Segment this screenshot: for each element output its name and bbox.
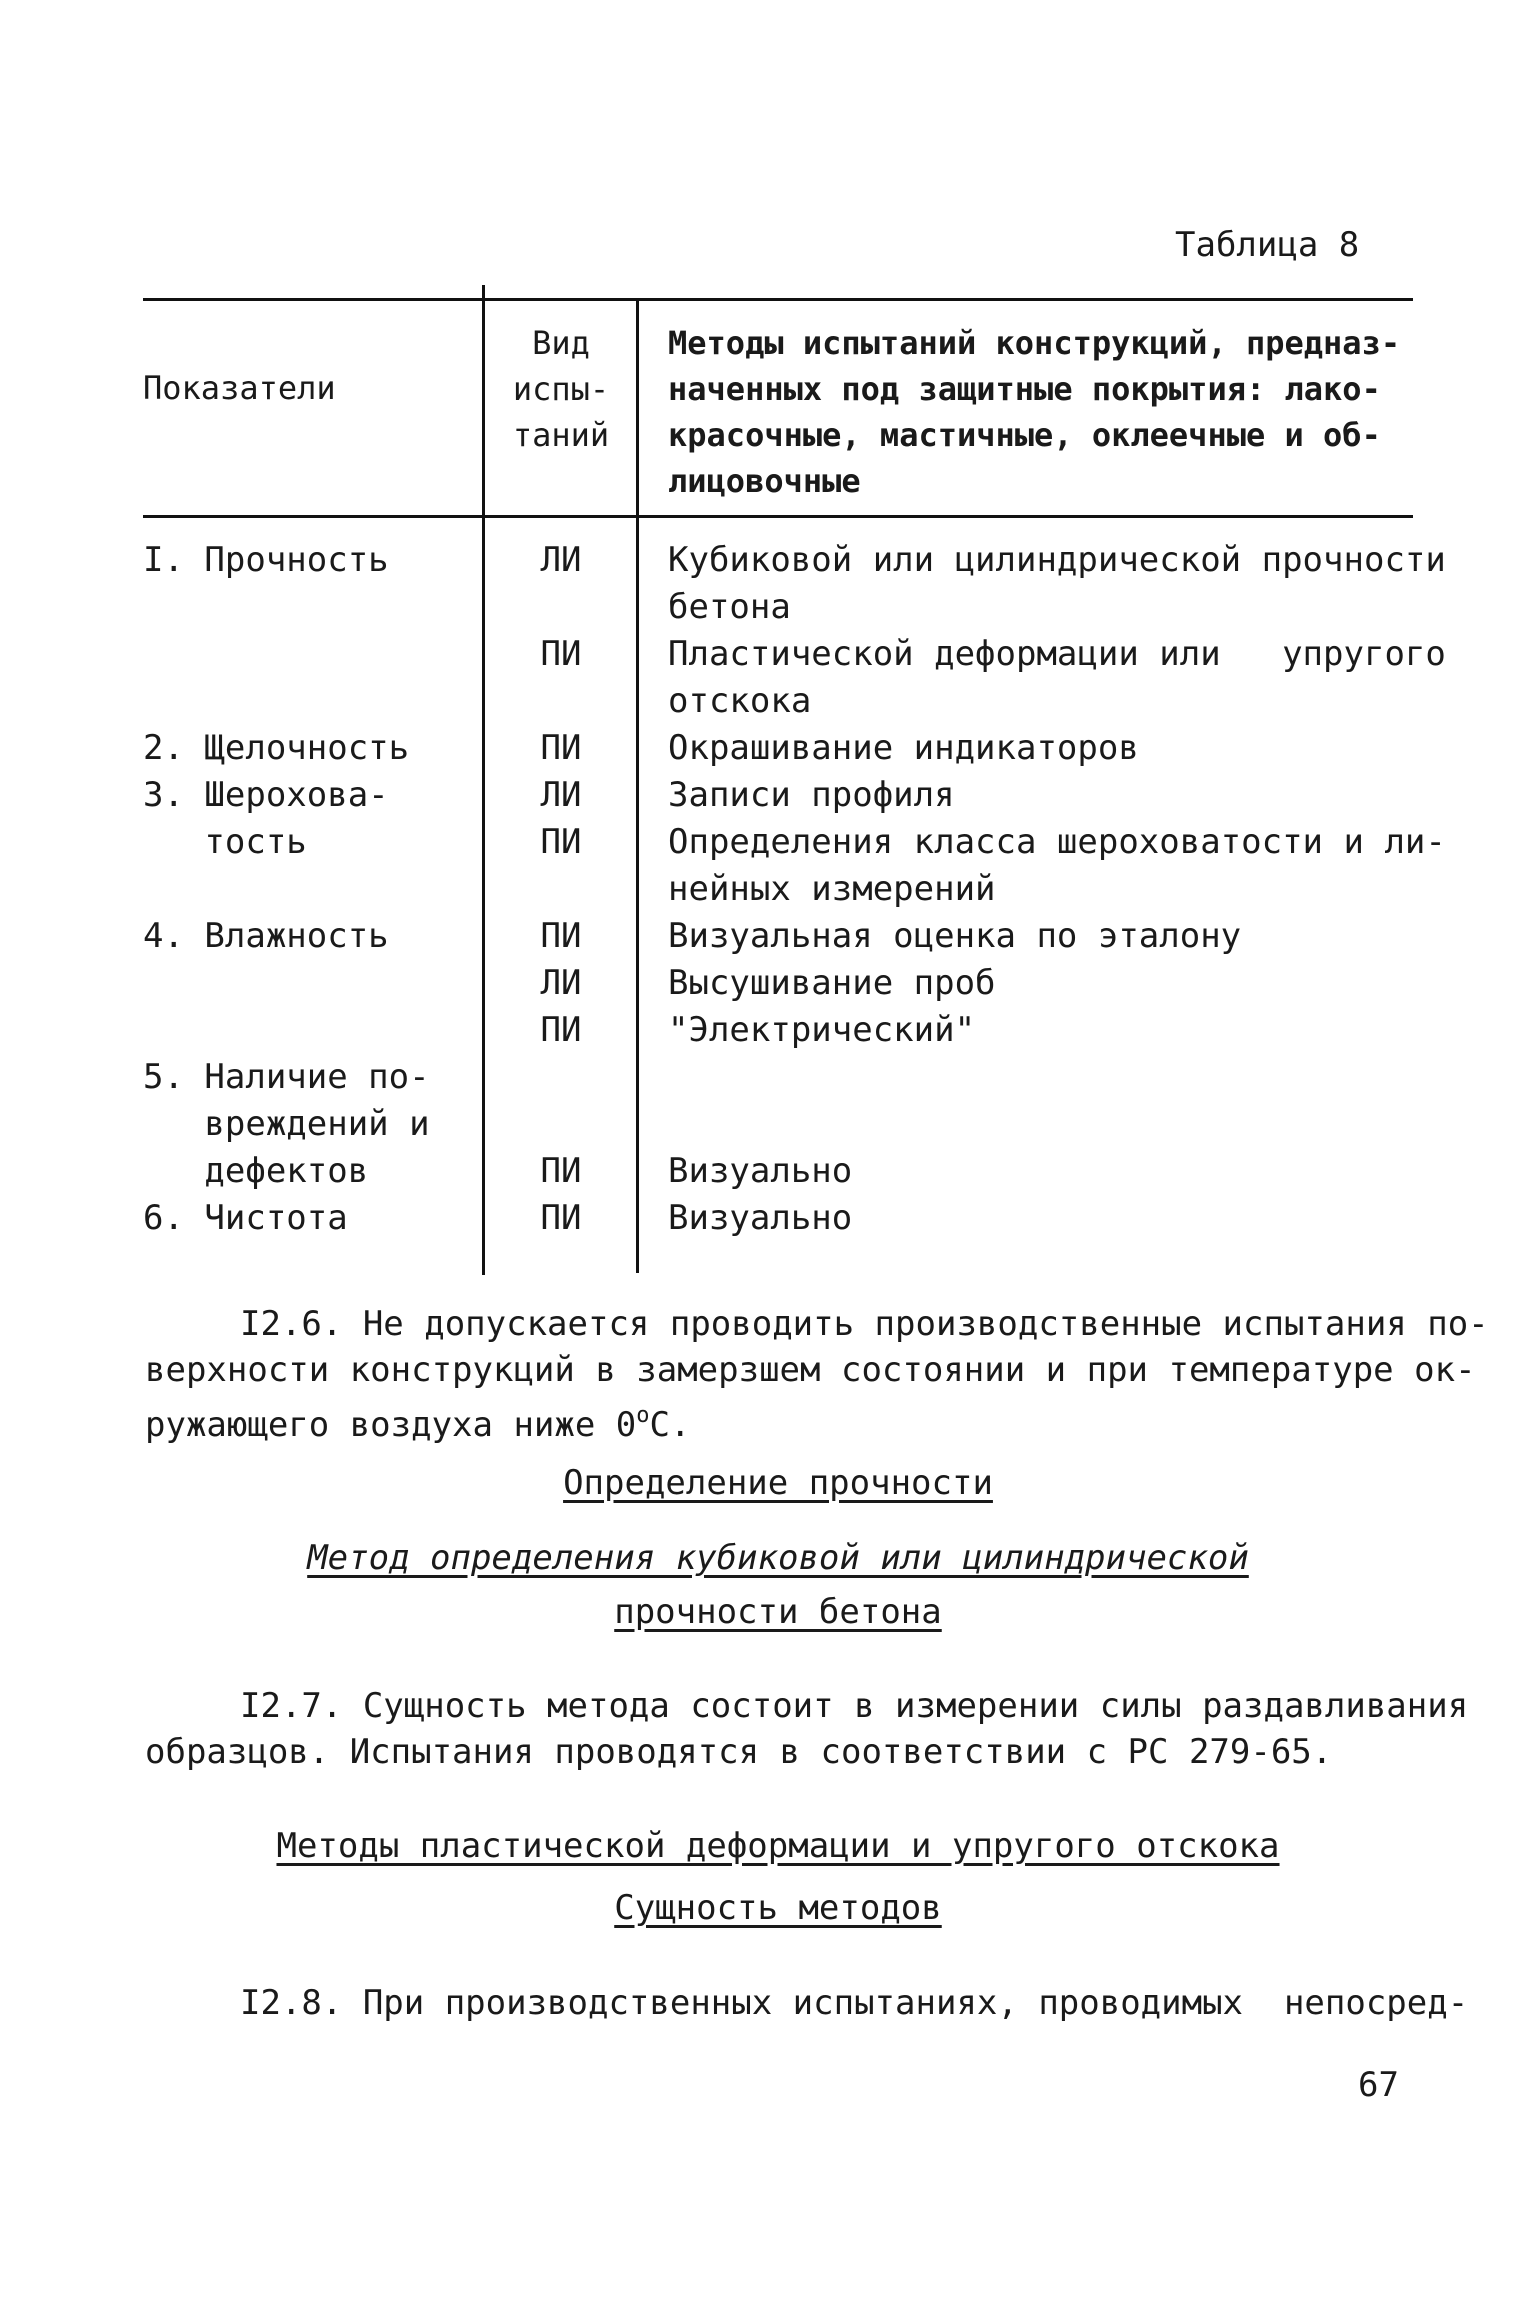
header-test-type <box>486 320 636 458</box>
table-row <box>0 1148 1536 1195</box>
section-heading-strength: Определение прочности <box>563 1463 993 1503</box>
header-test-type-line: таний <box>512 416 610 454</box>
table-top-rule <box>143 298 1413 301</box>
row-method: Кубиковой или цилиндрической прочности <box>668 540 1446 580</box>
row-indicator: дефектов <box>143 1151 369 1191</box>
table-row <box>0 631 1536 678</box>
section-heading-essence: Сущность методов <box>614 1888 942 1928</box>
paragraph-line: образцов. Испытания проводятся в соответствии с РС 279-65. <box>145 1732 1333 1772</box>
paragraph-12-7 <box>145 1683 1469 1775</box>
row-indicator: 3. Шерохова- <box>143 775 389 815</box>
paragraph-line: I2.6. Не допускается проводить производственные испытания по- <box>240 1304 1489 1344</box>
table-row <box>0 584 1536 631</box>
table-body <box>0 537 1536 1242</box>
paragraph-12-8 <box>145 1980 1469 2026</box>
degree-superscript: о <box>636 1403 650 1428</box>
table-row <box>0 866 1536 913</box>
table-row <box>0 678 1536 725</box>
paragraph-line <box>145 1393 1415 1448</box>
table-header-rule <box>143 515 1413 518</box>
row-type: ПИ <box>540 1198 582 1238</box>
table-row <box>0 819 1536 866</box>
table-row <box>0 1195 1536 1242</box>
row-type: ПИ <box>540 634 582 674</box>
row-type: ПИ <box>540 916 582 956</box>
header-test-type-line: Вид <box>532 324 590 362</box>
table-row <box>0 725 1536 772</box>
paragraph-line: I2.7. Сущность метода состоит в измерении силы раздавливания <box>240 1686 1469 1726</box>
row-method: Визуально <box>668 1151 853 1191</box>
method-subheading <box>143 1535 1413 1581</box>
row-method: "Электрический" <box>668 1010 976 1050</box>
row-method: нейных измерений <box>668 869 996 909</box>
row-method: Определения класса шероховатости и ли- <box>668 822 1446 862</box>
header-indicators: Показатели <box>143 369 336 407</box>
page-number: 67 <box>1358 2065 1399 2105</box>
row-type: ПИ <box>540 822 582 862</box>
row-method: Пластической деформации или упругого <box>668 634 1446 674</box>
header-methods-line: Методы испытаний конструкций, предназ- <box>668 324 1401 362</box>
row-method: отскока <box>668 681 812 721</box>
table-row <box>0 772 1536 819</box>
row-method: Записи профиля <box>668 775 955 815</box>
header-test-type-line: испы- <box>512 370 610 408</box>
header-methods <box>668 320 1400 504</box>
row-indicator: 6. Чистота <box>143 1198 348 1238</box>
paragraph-text: С. <box>649 1405 691 1445</box>
row-indicator: вреждений и <box>143 1104 430 1144</box>
row-type: ЛИ <box>540 775 582 815</box>
table-row <box>0 537 1536 584</box>
table-row <box>0 960 1536 1007</box>
row-indicator: 2. Щелочность <box>143 728 410 768</box>
row-type: ПИ <box>540 1010 582 1050</box>
row-type: ЛИ <box>540 540 582 580</box>
method-subheading-line: Метод определения кубиковой или цилиндрической <box>307 1538 1249 1578</box>
row-method: Визуально <box>668 1198 853 1238</box>
row-type: ПИ <box>540 728 582 768</box>
header-methods-line: лицовочные <box>668 462 861 500</box>
row-method: бетона <box>668 587 791 627</box>
table-row <box>0 1054 1536 1101</box>
row-indicator: 5. Наличие по- <box>143 1057 430 1097</box>
method-subheading-2: прочности бетона <box>614 1592 942 1632</box>
paragraph-line: I2.8. При производственных испытаниях, проводимых непосред- <box>240 1983 1469 2023</box>
section-heading-plastic: Методы пластической деформации и упругого отскока <box>276 1826 1280 1866</box>
paragraph-12-6 <box>145 1301 1489 1448</box>
table-row <box>0 913 1536 960</box>
row-indicator: I. Прочность <box>143 540 389 580</box>
row-type: ЛИ <box>540 963 582 1003</box>
table-row <box>0 1007 1536 1054</box>
paragraph-line: верхности конструкций в замерзшем состоянии и при температуре ок- <box>145 1350 1476 1390</box>
paragraph-text: ружающего воздуха ниже 0 <box>145 1405 637 1445</box>
row-type: ПИ <box>540 1151 582 1191</box>
row-method: Высушивание проб <box>668 963 996 1003</box>
row-indicator: тость <box>143 822 307 862</box>
row-method: Окрашивание индикаторов <box>668 728 1139 768</box>
header-methods-line: красочные, мастичные, оклеечные и об- <box>668 416 1381 454</box>
row-indicator: 4. Влажность <box>143 916 389 956</box>
table-row <box>0 1101 1536 1148</box>
header-methods-line: наченных под защитные покрытия: лако- <box>668 370 1381 408</box>
table-caption: Таблица 8 <box>1175 225 1360 265</box>
row-method: Визуальная оценка по эталону <box>668 916 1242 956</box>
